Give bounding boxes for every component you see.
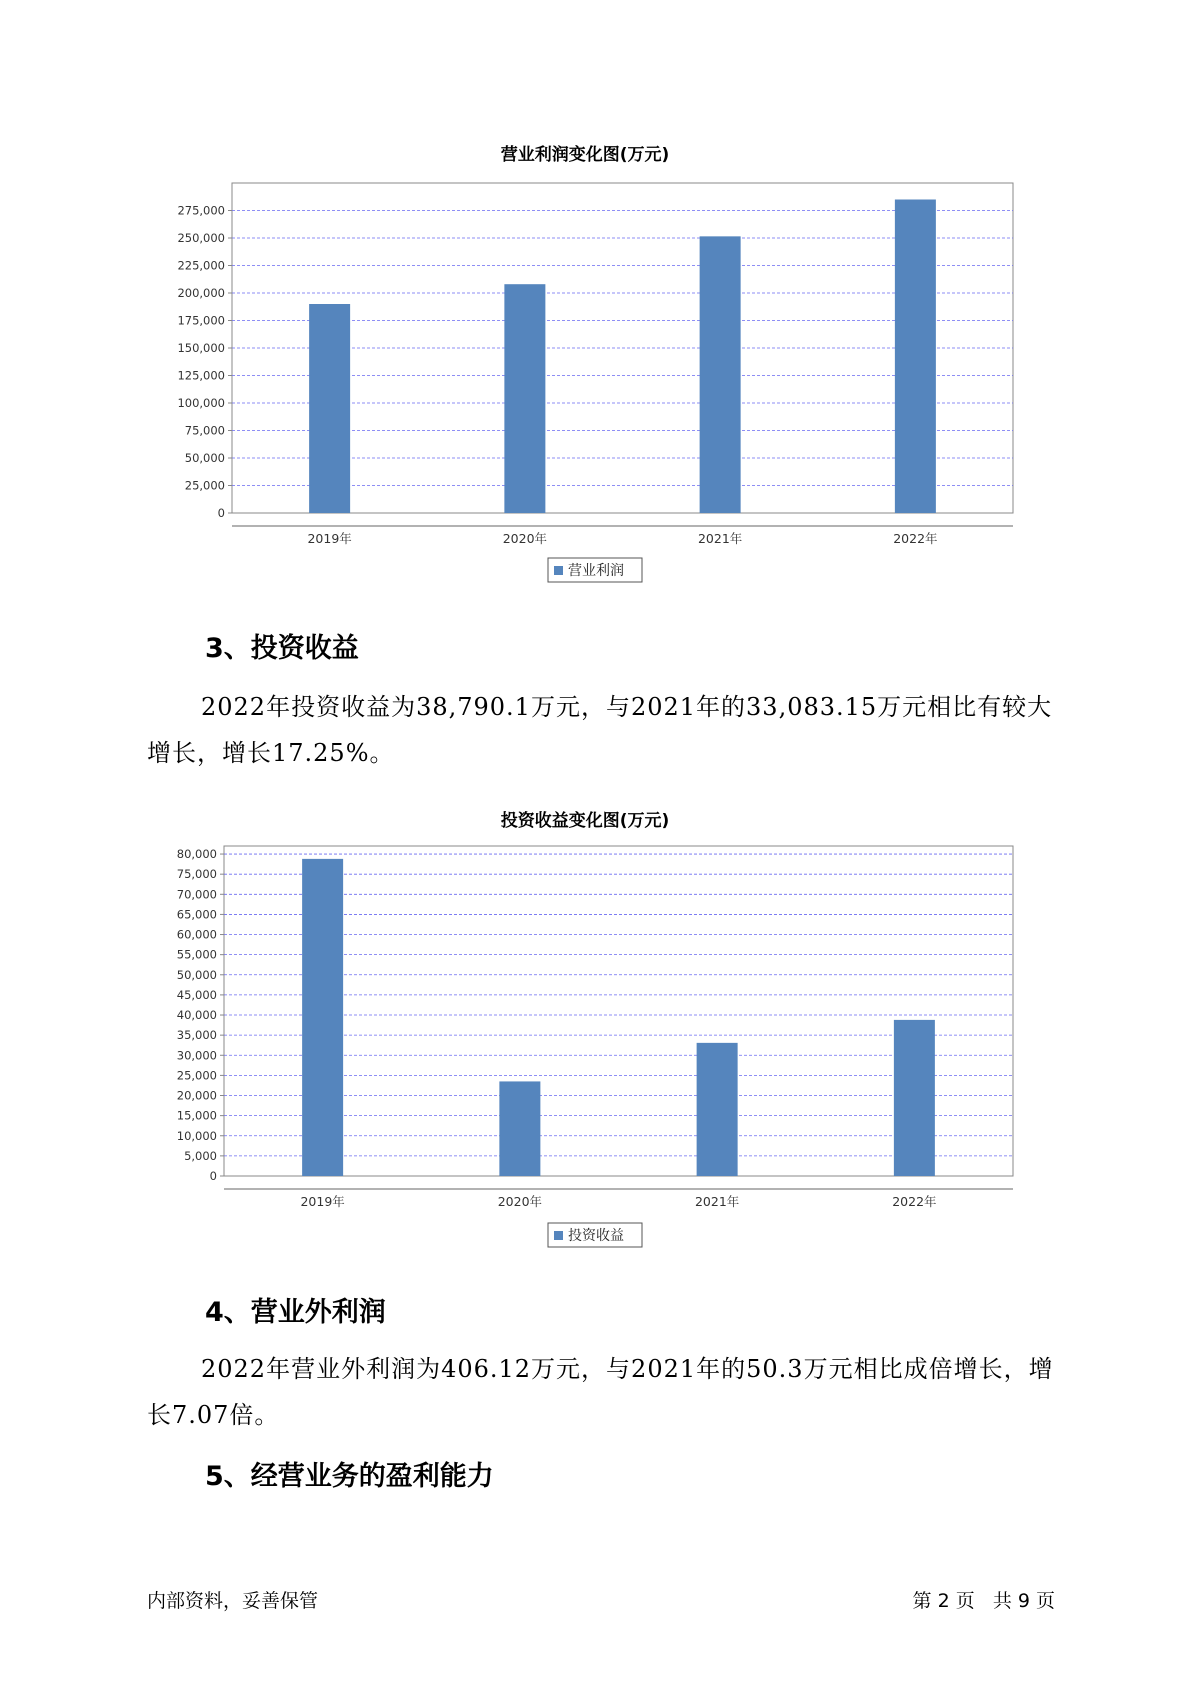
non-operating-paragraph: 2022年营业外利润为406.12万元，与2021年的50.3万元相比成倍增长，增长7.07倍。 <box>147 1355 1054 1429</box>
y-tick-label: 200,000 <box>177 286 225 300</box>
x-tick-label: 2019年 <box>307 531 352 546</box>
x-tick-label: 2020年 <box>497 1194 543 1209</box>
y-tick-label: 75,000 <box>184 423 225 438</box>
legend-swatch <box>554 566 563 575</box>
bar <box>895 200 936 514</box>
y-tick-label: 60,000 <box>176 927 217 942</box>
y-tick-label: 125,000 <box>177 368 225 383</box>
y-tick-label: 45,000 <box>176 987 217 1002</box>
y-tick-label: 30,000 <box>176 1048 217 1063</box>
bar <box>697 1043 738 1176</box>
chart-title: 投资收益变化图(万元) <box>500 811 670 831</box>
operating-profit-chart-canvas <box>150 140 1020 600</box>
bar <box>504 284 545 513</box>
bar <box>302 859 343 1176</box>
x-tick-label: 2022年 <box>893 531 938 546</box>
y-tick-label: 0 <box>217 506 225 520</box>
investment-income-chart-canvas <box>150 806 1020 1266</box>
y-tick-label: 250,000 <box>177 231 225 245</box>
section-heading-core-business: 5、经营业务的盈利能力 <box>205 1461 494 1492</box>
y-tick-label: 100,000 <box>177 396 225 410</box>
x-tick-label: 2022年 <box>892 1194 937 1209</box>
x-tick-label: 2021年 <box>697 531 743 546</box>
x-tick-label: 2019年 <box>300 1194 345 1209</box>
legend-label: 营业利润 <box>568 563 624 579</box>
footer-page-number: 第 2 页 共 9 页 <box>912 1590 1055 1612</box>
y-tick-label: 25,000 <box>176 1068 217 1083</box>
y-tick-label: 65,000 <box>176 907 217 922</box>
y-tick-label: 10,000 <box>176 1128 217 1143</box>
investment-paragraph: 2022年投资收益为38,790.1万元，与2021年的33,083.15万元相比有较大增长，增长17.25%。 <box>147 693 1053 767</box>
legend-label: 投资收益 <box>568 1228 624 1244</box>
bar <box>499 1081 540 1176</box>
x-tick-label: 2021年 <box>694 1194 740 1209</box>
y-tick-label: 50,000 <box>176 967 217 982</box>
y-tick-label: 25,000 <box>184 478 225 493</box>
y-tick-label: 15,000 <box>176 1108 217 1123</box>
y-tick-label: 70,000 <box>176 887 217 902</box>
chart-title: 营业利润变化图(万元) <box>500 145 670 165</box>
y-tick-label: 225,000 <box>177 258 225 273</box>
y-tick-label: 80,000 <box>176 847 217 862</box>
y-tick-label: 20,000 <box>176 1088 217 1103</box>
y-tick-label: 175,000 <box>177 313 225 328</box>
bar <box>700 236 741 513</box>
footer-confidential: 内部资料，妥善保管 <box>147 1590 319 1612</box>
y-tick-label: 5,000 <box>184 1148 217 1163</box>
section-heading-non-operating: 4、营业外利润 <box>205 1297 386 1328</box>
y-tick-label: 75,000 <box>176 867 217 882</box>
section-heading-investment: 3、投资收益 <box>205 633 359 664</box>
y-tick-label: 150,000 <box>177 341 225 355</box>
y-tick-label: 35,000 <box>176 1028 217 1043</box>
legend-swatch <box>554 1231 563 1240</box>
y-tick-label: 50,000 <box>184 451 225 465</box>
bar <box>309 304 350 513</box>
y-tick-label: 275,000 <box>177 203 225 218</box>
y-tick-label: 0 <box>209 1169 217 1183</box>
y-tick-label: 40,000 <box>176 1008 217 1023</box>
y-tick-label: 55,000 <box>176 947 217 962</box>
bar <box>894 1020 935 1176</box>
investment-income-chart <box>150 806 1020 1266</box>
operating-profit-chart <box>150 140 1020 600</box>
x-tick-label: 2020年 <box>502 531 548 546</box>
